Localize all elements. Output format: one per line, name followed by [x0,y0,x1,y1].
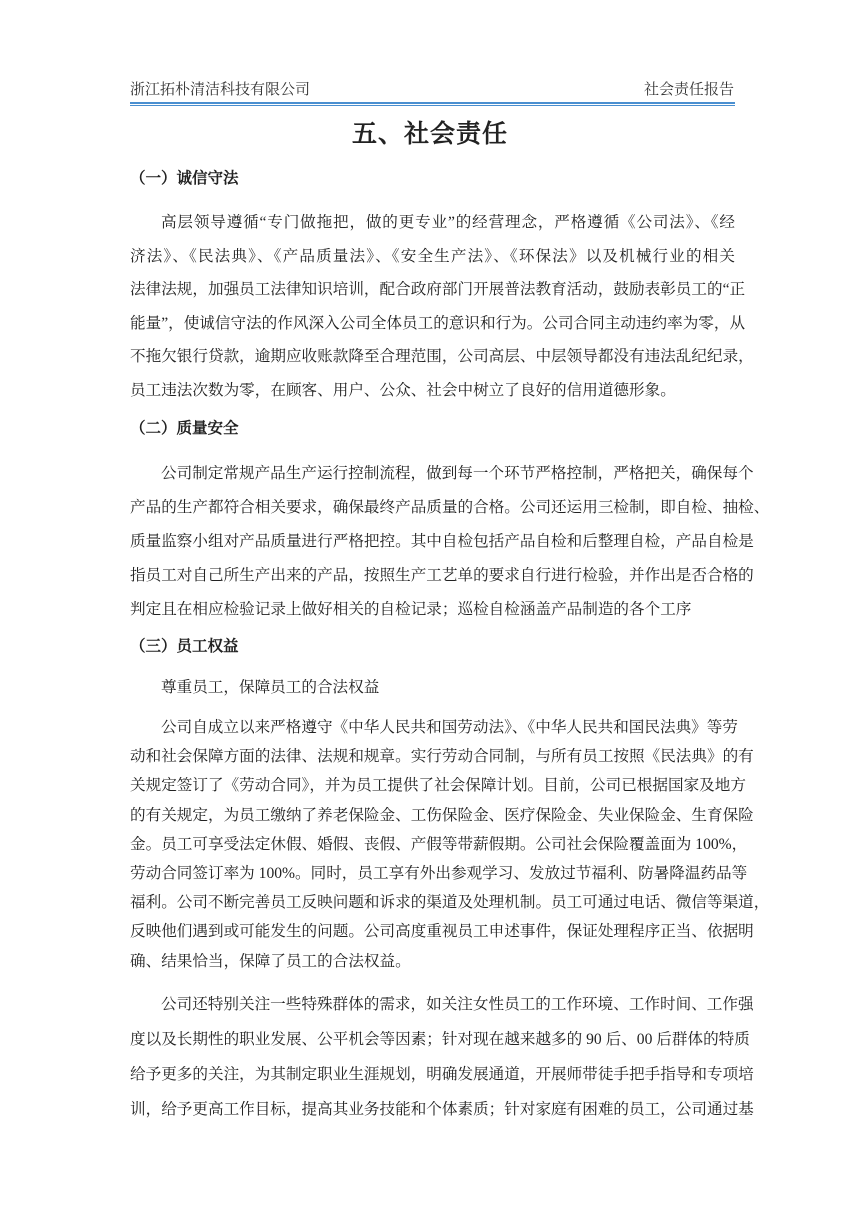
paragraph-line: 反映他们遇到或可能发生的问题。公司高度重视员工申述事件，保证处理程序正当、依据明 [130,923,754,941]
paragraph-quality [130,457,770,627]
paragraph-line: 公司制定常规产品生产运行控制流程，做到每一个环节严格控制，严格把关，确保每个 [161,465,754,482]
section-heading-integrity: （一）诚信守法 [130,170,239,187]
paragraph-line: 动和社会保障方面的法律、法规和规章。实行劳动合同制，与所有员工按照《民法典》的有 [130,748,754,766]
paragraph-special-groups [130,987,754,1127]
paragraph-line: 度以及长期性的职业发展、公平机会等因素；针对现在越来越多的 90 后、00 后群体的特质 [130,1031,750,1048]
paragraph-line: 不拖欠银行贷款，逾期应收账款降至合理范围，公司高层、中层领导都没有违法乱纪纪录， [130,348,754,366]
paragraph-line: 公司自成立以来严格遵守《中华人民共和国劳动法》、《中华人民共和国民法典》等劳 [161,719,738,736]
subtitle-employee-rights: 尊重员工，保障员工的合法权益 [161,679,380,696]
paragraph-labor-law [130,713,770,976]
paragraph-line: 劳动合同签订率为 100%。同时，员工享有外出参观学习、发放过节福利、防暑降温药品等 [130,864,748,882]
paragraph-line: 法律法规，加强员工法律知识培训，配合政府部门开展普法教育活动，鼓励表彰员工的“正 [130,281,746,299]
paragraph-line: 高层领导遵循“专门做拖把，做的更专业”的经营理念，严格遵循《公司法》、《经 [161,214,735,231]
header-company: 浙江拓朴清洁科技有限公司 [130,82,311,98]
paragraph-line: 能量”，使诚信守法的作风深入公司全体员工的意识和行为。公司合同主动违约率为零，从 [130,314,746,332]
paragraph-line: 员工违法次数为零，在顾客、用户、公众、社会中树立了良好的信用道德形象。 [130,381,676,399]
paragraph-line: 福利。公司不断完善员工反映问题和诉求的渠道及处理机制。员工可通过电话、微信等渠道， [130,894,770,912]
paragraph-line: 公司还特别关注一些特殊群体的需求，如关注女性员工的工作环境、工作时间、工作强 [161,996,754,1013]
paragraph-line: 确、结果恰当，保障了员工的合法权益。 [130,952,411,970]
paragraph-line: 判定且在相应检验记录上做好相关的自检记录；巡检自检涵盖产品制造的各个工序 [130,601,692,618]
paragraph-line: 济法》、《民法典》、《产品质量法》、《安全生产法》、《环保法》以及机械行业的相关 [130,247,735,265]
header-report-title: 社会责任报告 [643,82,734,98]
paragraph-line: 训，给予更高工作目标，提高其业务技能和个体素质；针对家庭有困难的员工，公司通过基 [130,1101,754,1118]
paragraph-line: 给予更多的关注，为其制定职业生涯规划，明确发展通道，开展师带徒手把手指导和专项培 [130,1066,754,1083]
paragraph-line: 质量监察小组对产品质量进行严格把控。其中自检包括产品自检和后整理自检，产品自检是 [130,533,754,550]
paragraph-line: 关规定签订了《劳动合同》，并为员工提供了社会保障计划。目前，公司已根据国家及地方 [130,777,746,795]
page-title: 五、社会责任 [351,121,508,148]
section-heading-employee-rights: （三）员工权益 [130,638,239,655]
paragraph-line: 的有关规定，为员工缴纳了养老保险金、工伤保险金、医疗保险金、失业保险金、生育保险 [130,806,754,824]
paragraph-line: 金。员工可享受法定休假、婚假、丧假、产假等带薪假期。公司社会保险覆盖面为 100%， [130,835,748,853]
paragraph-integrity [130,206,754,408]
paragraph-line: 指员工对自己所生产出来的产品，按照生产工艺单的要求自行进行检验，并作出是否合格的 [130,567,754,584]
paragraph-line: 产品的生产都符合相关要求，确保最终产品质量的合格。公司还运用三检制，即自检、抽检、 [130,499,770,516]
header-divider [130,102,735,106]
section-heading-quality: （二）质量安全 [130,420,239,437]
